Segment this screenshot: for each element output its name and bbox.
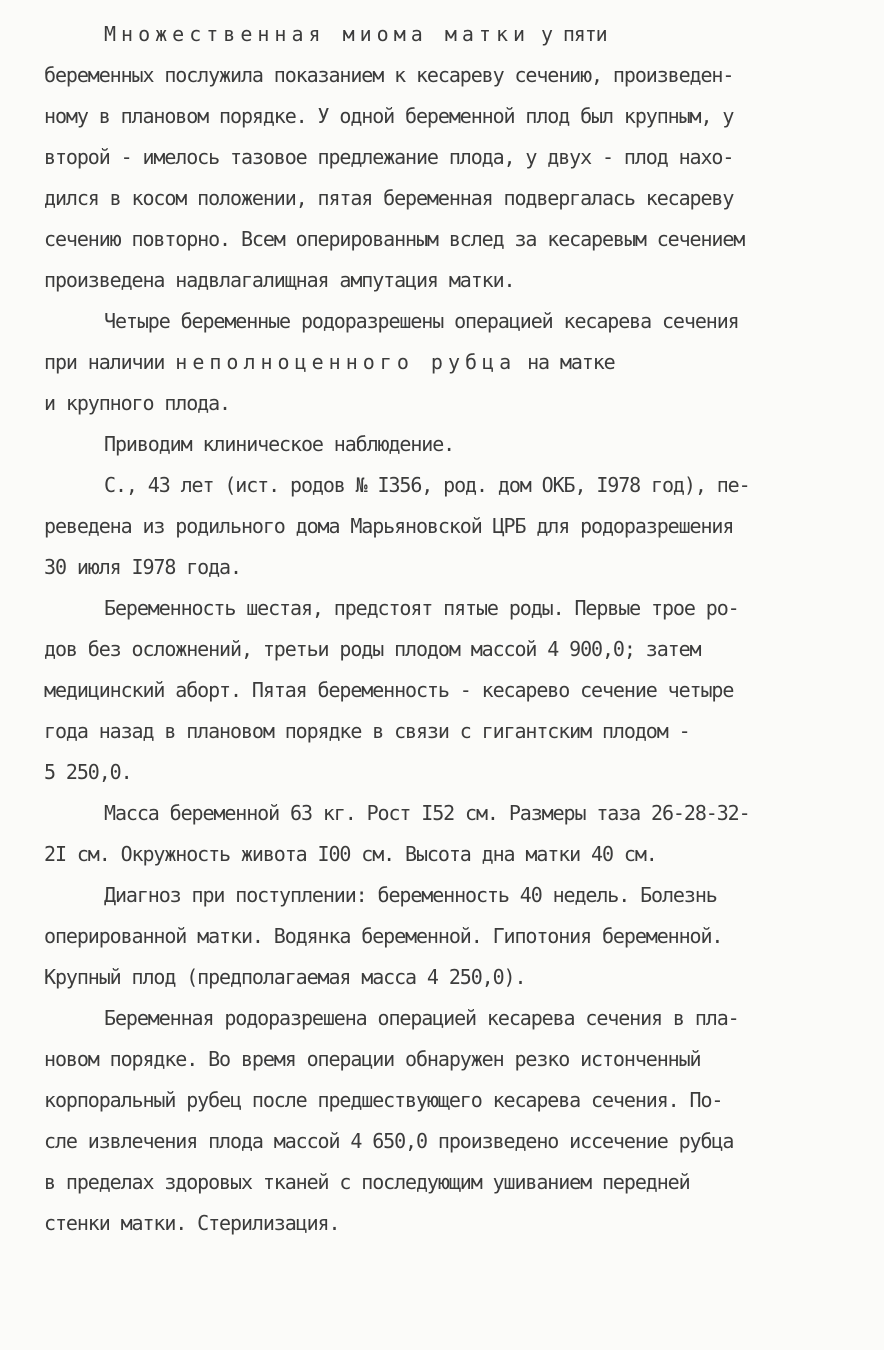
text-line: дился в косом положении, пятая беременная подвергалась кесареву [44,186,734,210]
document-text [44,14,844,1244]
text-line: корпоральный рубец после предшествующего кесарева сечения. По- [44,1088,723,1112]
text-line: медицинский аборт. Пятая беременность - кесарево сечение четыре [44,678,734,702]
text-line: Четыре беременные родоразрешены операцией кесарева сечения [104,309,739,333]
text-line: 30 июля I978 года. [44,555,241,579]
paragraph [44,424,844,465]
text-line: в пределах здоровых тканей с последующим ушиванием передней [44,1170,690,1194]
text-line: Диагноз при поступлении: беременность 40 недель. Болезнь [104,883,717,907]
text-line: и крупного плода. [44,391,230,415]
paragraph [44,875,844,998]
text-line: стенки матки. Стерилизация. [44,1211,340,1235]
text-line: С., 43 лет (ист. родов № I356, род. дом ОКБ, I978 год), пе- [104,473,750,497]
text-line: реведена из родильного дома Марьяновской ЦРБ для родоразрешения [44,514,734,538]
text-line: Беременность шестая, предстоят пятые роды. Первые трое ро- [104,596,739,620]
text-line: сечению повторно. Всем оперированным вслед за кесаревым сечением [44,227,745,251]
text-line: ному в плановом порядке. У одной беременной плод был крупным, у [44,104,734,128]
paragraph [44,793,844,875]
text-line: Беременная родоразрешена операцией кесарева сечения в пла- [104,1006,739,1030]
text-line: оперированной матки. Водянка беременной. Гипотония беременной. [44,924,723,948]
text-line: года назад в плановом порядке в связи с гигантским плодом - [44,719,690,743]
text-line: Приводим клиническое наблюдение. [104,432,455,456]
text-line: второй - имелось тазовое предлежание плода, у двух - плод нахо- [44,145,734,169]
text-line: произведена надвлагалищная ампутация матки. [44,268,515,292]
text-line: сле извлечения плода массой 4 650,0 произведено иссечение рубца [44,1129,734,1153]
text-line: 5 250,0. [44,760,132,784]
text-line: 2I см. Окружность живота I00 см. Высота дна матки 40 см. [44,842,657,866]
paragraph [44,588,844,793]
paragraph [44,14,844,301]
text-line: Крупный плод (предполагаемая масса 4 250,0). [44,965,526,989]
text-line: Масса беременной 63 кг. Рост I52 см. Размеры таза 26-28-32- [104,801,750,825]
text-line: дов без осложнений, третьи роды плодом массой 4 900,0; затем [44,637,701,661]
paragraph [44,998,844,1244]
paragraph [44,301,844,424]
text-line: при наличии неполноценного рубца на матке [44,350,615,374]
text-line: Множественная миома матки у пяти [104,22,607,46]
paragraph [44,465,844,588]
text-line: беременных послужила показанием к кесареву сечению, произведен- [44,63,734,87]
text-line: новом порядке. Во время операции обнаружен резко истонченный [44,1047,701,1071]
